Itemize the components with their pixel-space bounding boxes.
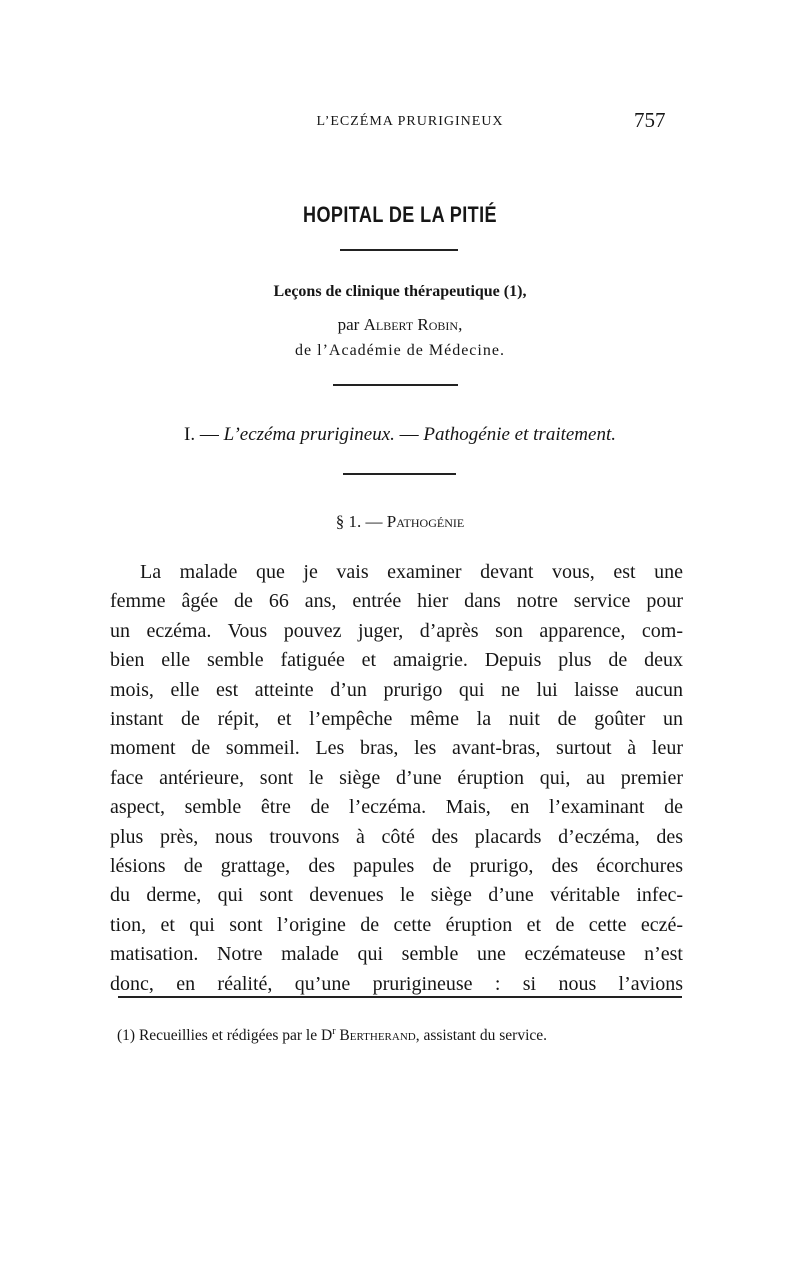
footnote-sup: r bbox=[332, 1026, 336, 1037]
section-number: I. — bbox=[184, 424, 219, 445]
footnote-text-end: assistant du service. bbox=[423, 1027, 548, 1045]
body-line: un eczéma. Vous pouvez juger, d’après son apparence, com- bbox=[110, 619, 683, 642]
footnote-rule bbox=[118, 996, 682, 998]
footnote bbox=[117, 1026, 547, 1045]
body-line: bien elle semble fatiguée et amaigrie. Depuis plus de deux bbox=[110, 649, 683, 672]
section-heading bbox=[0, 424, 800, 446]
body-line: La malade que je vais examiner devant vous, est une bbox=[140, 561, 683, 583]
divider-rule bbox=[333, 384, 458, 386]
body-line: plus près, nous trouvons à côté des placards d’eczéma, des bbox=[110, 825, 683, 848]
author-line bbox=[0, 315, 800, 335]
body-line: aspect, semble être de l’eczéma. Mais, en l’examinant de bbox=[110, 796, 683, 819]
body-line: matisation. Notre malade qui semble une eczémateuse n’est bbox=[110, 943, 683, 966]
subsection-heading bbox=[0, 512, 800, 532]
body-line: face antérieure, sont le siège d’une éruption qui, au premier bbox=[110, 766, 683, 789]
body-line: femme âgée de 66 ans, entrée hier dans notre service pour bbox=[110, 590, 683, 613]
subsection-number: § 1. — bbox=[335, 512, 383, 531]
body-text bbox=[110, 558, 683, 999]
body-line: du derme, qui sont devenues le siège d’une véritable infec- bbox=[110, 884, 683, 907]
running-title: L’ECZÉMA PRURIGINEUX bbox=[316, 114, 504, 129]
par-word: par bbox=[337, 315, 360, 334]
lecons-line: Leçons de clinique thérapeutique (1), bbox=[273, 283, 527, 300]
divider-rule bbox=[340, 249, 458, 251]
academy-line: de l’Académie de Médecine. bbox=[295, 342, 505, 359]
body-line: instant de répit, et l’empêche même la nuit de goûter un bbox=[110, 708, 683, 731]
divider-rule bbox=[343, 473, 456, 475]
footnote-text: Recueillies et rédigées par le D bbox=[138, 1027, 333, 1045]
author-name: Albert Robin, bbox=[363, 315, 463, 334]
footnote-marker: (1) bbox=[117, 1027, 136, 1045]
body-line: lésions de grattage, des papules de prurigo, des écorchures bbox=[110, 855, 683, 878]
page-title: HOPITAL DE LA PITIÉ bbox=[303, 202, 497, 227]
section-separator: — bbox=[399, 424, 419, 445]
footnote-name: Bertherand, bbox=[339, 1027, 420, 1045]
body-line: mois, elle est atteinte d’un prurigo qui ne lui laisse aucun bbox=[110, 678, 683, 701]
section-subtitle: Pathogénie et traitement. bbox=[423, 424, 616, 445]
body-line: moment de sommeil. Les bras, les avant-bras, surtout à leur bbox=[110, 737, 683, 760]
subsection-title: Pathogénie bbox=[386, 512, 465, 531]
section-title: L’eczéma prurigineux. bbox=[223, 424, 395, 445]
body-line: donc, en réalité, qu’une prurigineuse : si nous l’avions bbox=[110, 972, 683, 995]
page-number: 757 bbox=[634, 108, 666, 132]
body-line: tion, et qui sont l’origine de cette éruption et de cette eczé- bbox=[110, 913, 683, 936]
